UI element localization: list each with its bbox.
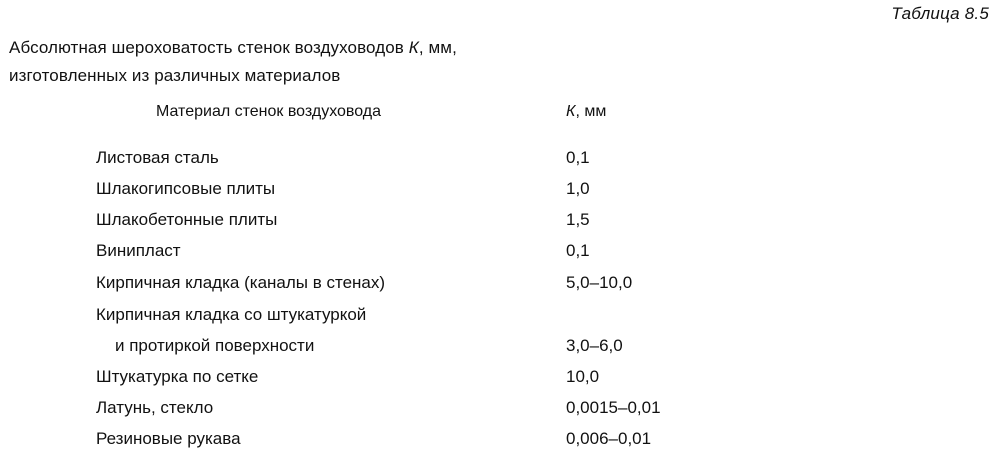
table-row (0, 398, 999, 422)
roughness-value-cell: 0,1 (566, 241, 590, 260)
roughness-value-cell: 3,0–6,0 (566, 336, 623, 355)
column-header-k (566, 103, 606, 121)
title-line-1-prefix: Абсолютная шероховатость стенок воздуховодов (9, 38, 409, 57)
title-line-1-suffix: , мм, (418, 38, 457, 57)
material-cell: Кирпичная кладка (каналы в стенах) (96, 273, 386, 292)
roughness-value-cell: 1,5 (566, 210, 590, 229)
column-header-k-variable: К (566, 103, 576, 120)
table-row (0, 305, 999, 329)
title-line-2: изготовленных из различных материалов (9, 66, 341, 85)
material-cell: Шлакобетонные плиты (96, 210, 278, 229)
table-row (0, 148, 999, 172)
material-cell: Штукатурка по сетке (96, 367, 259, 386)
title-line-1 (9, 34, 457, 62)
material-cell: Листовая сталь (96, 148, 219, 167)
roughness-value-cell: 5,0–10,0 (566, 273, 633, 292)
material-cell-continuation: и протиркой поверхности (115, 336, 315, 355)
roughness-value-cell: 1,0 (566, 179, 590, 198)
column-header-material: Материал стенок воздуховода (156, 103, 382, 120)
table-row (0, 241, 999, 265)
table-number: Таблица 8.5 (891, 4, 989, 23)
table-row (0, 179, 999, 203)
roughness-value-cell: 0,006–0,01 (566, 429, 652, 448)
table-row (0, 336, 999, 360)
table-row (0, 429, 999, 453)
table-row (0, 273, 999, 297)
table-title (9, 34, 457, 90)
material-cell: Резиновые рукава (96, 429, 241, 448)
table-row (0, 210, 999, 234)
material-cell: Кирпичная кладка со штукатуркой (96, 305, 367, 324)
roughness-value-cell: 10,0 (566, 367, 600, 386)
material-cell: Латунь, стекло (96, 398, 214, 417)
roughness-value-cell: 0,1 (566, 148, 590, 167)
table-row (0, 367, 999, 391)
column-header-k-unit: , мм (575, 103, 607, 120)
material-cell: Винипласт (96, 241, 181, 260)
material-cell: Шлакогипсовые плиты (96, 179, 276, 198)
roughness-value-cell: 0,0015–0,01 (566, 398, 661, 417)
title-k-variable: К (408, 38, 419, 57)
